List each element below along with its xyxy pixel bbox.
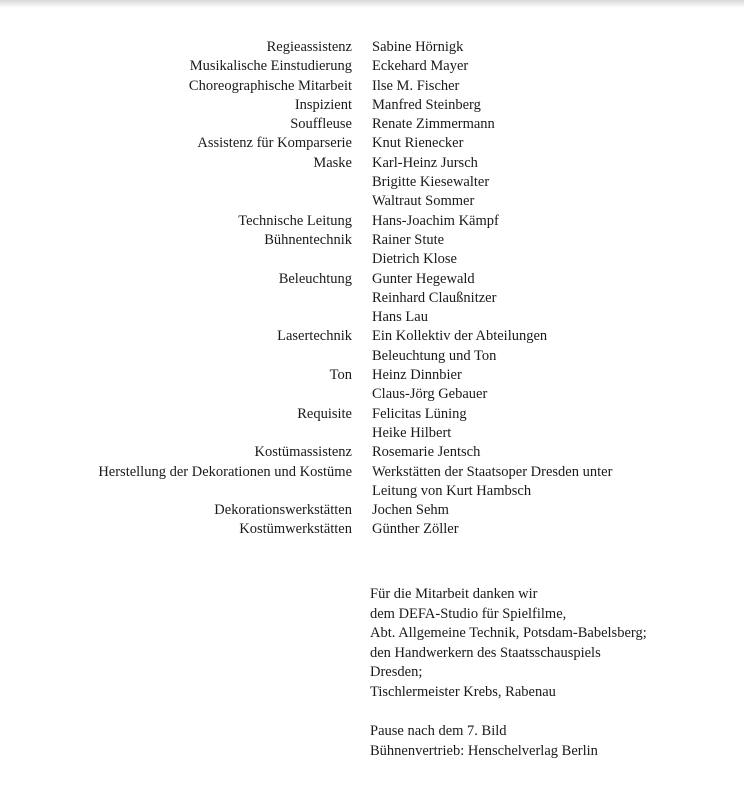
credit-name: Karl-Heinz Jursch (372, 154, 478, 171)
credit-role: Regieassistenz (266, 39, 352, 55)
credit-names (372, 366, 487, 405)
credit-name: Knut Rienecker (372, 135, 464, 152)
credit-row (0, 154, 744, 212)
credit-name: Waltraut Sommer (372, 193, 475, 210)
thanks-line: dem DEFA-Studio für Spielfilme, (370, 605, 567, 622)
credit-role: Technische Leitung (238, 212, 352, 229)
footer-line: Pause nach dem 7. Bild (370, 723, 507, 739)
credit-row (0, 463, 744, 502)
credit-names (372, 520, 459, 539)
credit-role: Assistenz für Komparserie (197, 135, 352, 152)
credit-name: Manfred Steinberg (372, 96, 481, 113)
credit-row (0, 405, 744, 444)
credit-name: Beleuchtung und Ton (372, 347, 497, 364)
credit-row (0, 134, 744, 153)
credit-name: Leitung von Kurt Hambsch (372, 482, 532, 499)
credit-name: Heike Hilbert (372, 424, 452, 441)
credit-names (372, 96, 481, 115)
credit-row (0, 520, 744, 539)
credit-names (372, 212, 499, 231)
credit-name: Jochen Sehm (372, 502, 449, 519)
credit-role: Ton (329, 367, 352, 384)
credit-row (0, 270, 744, 328)
credit-name: Werkstätten der Staatsoper Dresden unter (372, 463, 613, 480)
credit-names (372, 134, 463, 153)
credit-role: Kostümwerkstätten (239, 521, 352, 538)
credit-name: Ein Kollektiv der Abteilungen (372, 328, 548, 345)
credit-name: Dietrich Klose (372, 251, 457, 268)
page-top-edge (0, 0, 744, 8)
credit-row (0, 231, 744, 270)
credit-names (372, 57, 468, 76)
credit-names (372, 443, 480, 462)
footer-line: Bühnenvertrieb: Henschelverlag Berlin (370, 742, 598, 759)
credit-role: Requisite (297, 405, 352, 422)
credit-names (372, 154, 489, 212)
credit-name: Reinhard Claußnitzer (372, 289, 497, 306)
credit-role: Lasertechnik (277, 328, 352, 345)
credit-names (372, 501, 449, 520)
credit-name: Gunter Hegewald (372, 270, 475, 287)
credit-row (0, 77, 744, 96)
credit-name: Rosemarie Jentsch (372, 444, 481, 461)
credit-role: Kostümassistenz (254, 444, 352, 461)
credits-list (0, 38, 744, 540)
credit-name: Hans-Joachim Kämpf (372, 212, 499, 229)
credit-name: Rainer Stute (372, 231, 445, 248)
credit-role: Musikalische Einstudierung (189, 58, 352, 75)
credit-names (372, 270, 496, 328)
credit-name: Brigitte Kiesewalter (372, 174, 490, 191)
thanks-line: Tischlermeister Krebs, Rabenau (370, 683, 556, 700)
credit-name: Renate Zimmermann (372, 116, 495, 133)
credit-role: Beleuchtung (278, 270, 352, 287)
thanks-line: Dresden; (370, 664, 423, 680)
credit-names (372, 38, 463, 57)
thanks-line: den Handwerkern des Staatsschauspiels (370, 644, 601, 661)
credit-row (0, 57, 744, 76)
credit-row (0, 501, 744, 520)
credit-name: Hans Lau (372, 309, 428, 326)
credit-row (0, 96, 744, 115)
credit-names (372, 327, 547, 366)
credit-row (0, 115, 744, 134)
credit-names (372, 77, 459, 96)
credit-names (372, 115, 495, 134)
acknowledgements (370, 585, 647, 702)
credit-name: Claus-Jörg Gebauer (372, 386, 488, 403)
credit-role: Souffleuse (290, 116, 352, 133)
credit-names (372, 231, 457, 270)
credit-names (372, 463, 612, 502)
credit-name: Felicitas Lüning (372, 405, 467, 422)
credit-role: Inspizient (294, 96, 352, 113)
credit-role: Dekorationswerkstätten (214, 502, 352, 519)
credit-row (0, 327, 744, 366)
credit-row (0, 366, 744, 405)
thanks-line: Für die Mitarbeit danken wir (370, 586, 538, 602)
thanks-line: Abt. Allgemeine Technik, Potsdam-Babelsberg; (370, 625, 647, 641)
credit-name: Günther Zöller (372, 521, 459, 538)
credit-role: Choreographische Mitarbeit (188, 77, 352, 94)
credit-row (0, 443, 744, 462)
credit-name: Eckehard Mayer (372, 58, 469, 75)
credit-name: Ilse M. Fischer (372, 77, 460, 94)
credit-row (0, 212, 744, 231)
credit-name: Sabine Hörnigk (372, 39, 464, 55)
credit-name: Heinz Dinnbier (372, 367, 462, 384)
credit-role: Herstellung der Dekorationen und Kostüme (98, 463, 352, 480)
credit-role: Maske (313, 154, 352, 171)
credit-names (372, 405, 467, 444)
credit-role: Bühnentechnik (264, 231, 352, 248)
footer-notes (370, 722, 598, 761)
credit-row (0, 38, 744, 57)
